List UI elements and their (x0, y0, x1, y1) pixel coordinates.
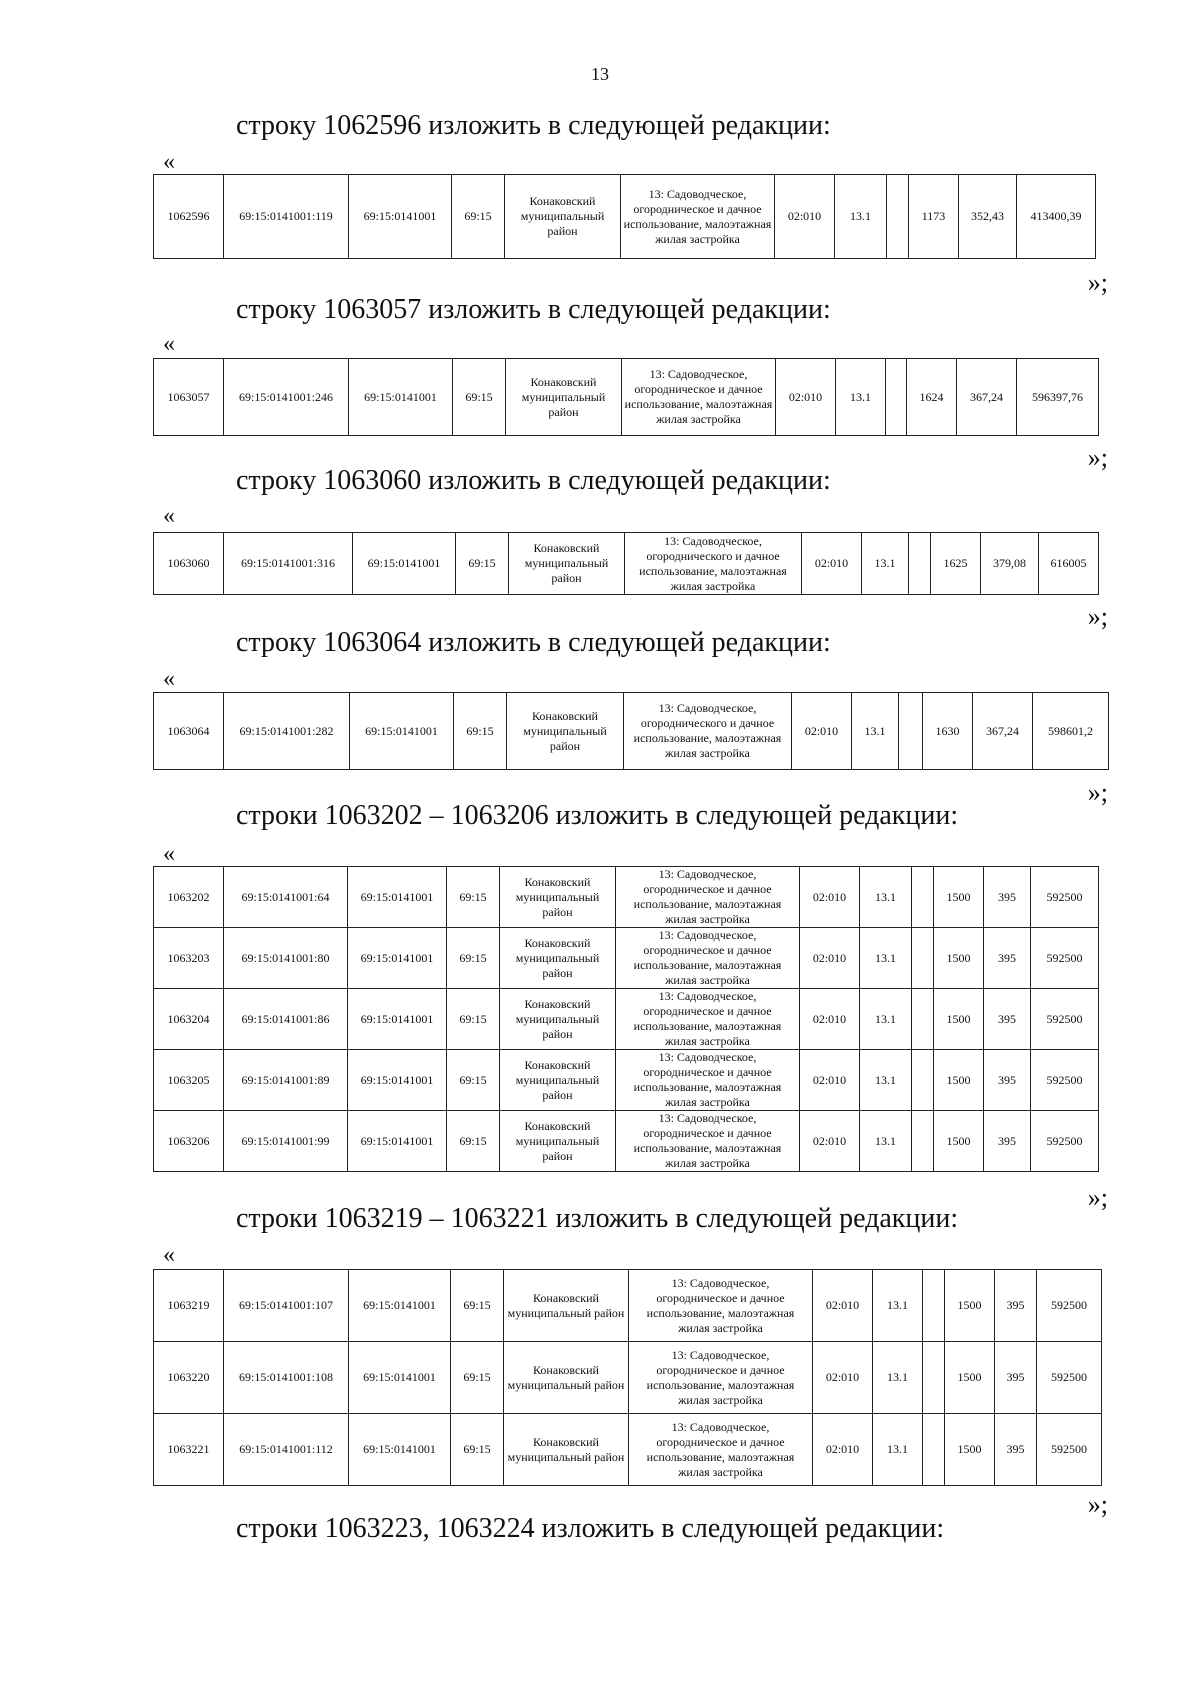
cell-cadastral-value: 616005 (1039, 533, 1099, 595)
cell-sub-code: 13.1 (860, 928, 912, 989)
table-row (154, 1414, 1102, 1486)
amendment-table (153, 1269, 1102, 1486)
cell-rate: 352,43 (959, 175, 1017, 259)
cell-cadastral-number: 69:15:0141001:107 (224, 1270, 349, 1342)
cell-sub-code: 13.1 (860, 989, 912, 1050)
cell-group-code: 02:010 (800, 989, 860, 1050)
amendment-table (153, 174, 1096, 259)
cell-area: 1500 (934, 989, 984, 1050)
cell-cadastral-value: 592500 (1031, 867, 1099, 928)
cell-sub-code: 13.1 (836, 359, 886, 436)
amendment-table (153, 532, 1099, 595)
cell-area: 1500 (934, 867, 984, 928)
cell-area: 1500 (945, 1270, 995, 1342)
cell-district-code: 69:15 (447, 867, 500, 928)
table-row (154, 1111, 1099, 1172)
cell-area: 1624 (907, 359, 957, 436)
cell-land-use-purpose: 13: Садоводческое, огородническое и дачное использование, малоэтажная жилая застройка (629, 1270, 813, 1342)
cell-rate: 395 (984, 1111, 1031, 1172)
cell-rate: 395 (984, 867, 1031, 928)
cell-area: 1630 (923, 693, 973, 770)
cell-group-code: 02:010 (800, 928, 860, 989)
cell-cadastral-quarter: 69:15:0141001 (348, 1050, 447, 1111)
cell-cadastral-quarter: 69:15:0141001 (348, 1111, 447, 1172)
cell-row-number: 1063202 (154, 867, 224, 928)
cell-land-use-purpose: 13: Садоводческое, огородническое и дачное использование, малоэтажная жилая застройка (616, 989, 800, 1050)
cell-group-code: 02:010 (775, 175, 835, 259)
cell-area: 1500 (945, 1342, 995, 1414)
cell-land-use-purpose: 13: Садоводческое, огороднического и дачное использование, малоэтажная жилая застройка (624, 693, 792, 770)
cell-group-code: 02:010 (813, 1342, 873, 1414)
cell-row-number: 1063219 (154, 1270, 224, 1342)
cell-district-code: 69:15 (452, 175, 505, 259)
cell-cadastral-number: 69:15:0141001:112 (224, 1414, 349, 1486)
cell-district-code: 69:15 (451, 1270, 504, 1342)
cell-empty-cell (923, 1342, 945, 1414)
page-number: 13 (591, 64, 609, 84)
close-quote: »; (1087, 778, 1108, 807)
cell-cadastral-quarter: 69:15:0141001 (348, 928, 447, 989)
cell-cadastral-quarter: 69:15:0141001 (349, 1342, 451, 1414)
cell-empty-cell (886, 359, 907, 436)
cell-cadastral-quarter: 69:15:0141001 (349, 359, 453, 436)
cell-group-code: 02:010 (802, 533, 862, 595)
cell-cadastral-value: 592500 (1037, 1414, 1102, 1486)
table-row (154, 928, 1099, 989)
cell-empty-cell (923, 1414, 945, 1486)
cell-municipality: Конаковский муниципальный район (500, 1050, 616, 1111)
cell-group-code: 02:010 (792, 693, 852, 770)
close-quote: »; (1087, 602, 1108, 631)
cell-cadastral-number: 69:15:0141001:119 (224, 175, 349, 259)
section-heading: строки 1063202 – 1063206 изложить в следующей редакции: (236, 800, 959, 831)
cell-empty-cell (912, 1050, 934, 1111)
cell-municipality: Конаковский муниципальный район (504, 1270, 629, 1342)
cell-land-use-purpose: 13: Садоводческое, огородническое и дачное использование, малоэтажная жилая застройка (616, 928, 800, 989)
open-quote: « (163, 149, 175, 175)
section-heading: строку 1063064 изложить в следующей редакции: (236, 627, 831, 658)
cell-cadastral-number: 69:15:0141001:86 (224, 989, 348, 1050)
cell-sub-code: 13.1 (852, 693, 899, 770)
cell-district-code: 69:15 (454, 693, 507, 770)
cell-district-code: 69:15 (447, 1050, 500, 1111)
cell-row-number: 1063064 (154, 693, 224, 770)
cell-cadastral-value: 596397,76 (1017, 359, 1099, 436)
cell-area: 1173 (909, 175, 959, 259)
section-heading: строку 1062596 изложить в следующей редакции: (236, 110, 831, 141)
cell-rate: 395 (984, 1050, 1031, 1111)
cell-sub-code: 13.1 (860, 867, 912, 928)
cell-cadastral-value: 592500 (1031, 989, 1099, 1050)
cell-cadastral-value: 592500 (1031, 1111, 1099, 1172)
cell-cadastral-value: 598601,2 (1033, 693, 1109, 770)
cell-sub-code: 13.1 (873, 1414, 923, 1486)
cell-area: 1500 (945, 1414, 995, 1486)
cell-cadastral-number: 69:15:0141001:99 (224, 1111, 348, 1172)
close-quote: »; (1087, 1490, 1108, 1519)
open-quote: « (163, 503, 175, 529)
cell-district-code: 69:15 (451, 1342, 504, 1414)
open-quote: « (163, 331, 175, 357)
table-row (154, 533, 1099, 595)
cell-row-number: 1063220 (154, 1342, 224, 1414)
cell-municipality: Конаковский муниципальный район (500, 989, 616, 1050)
cell-district-code: 69:15 (456, 533, 509, 595)
cell-group-code: 02:010 (800, 867, 860, 928)
table-row (154, 989, 1099, 1050)
cell-cadastral-number: 69:15:0141001:64 (224, 867, 348, 928)
section-heading: строки 1063223, 1063224 изложить в следующей редакции: (236, 1513, 945, 1544)
table-row (154, 1270, 1102, 1342)
cell-municipality: Конаковский муниципальный район (504, 1414, 629, 1486)
cell-group-code: 02:010 (813, 1270, 873, 1342)
cell-cadastral-number: 69:15:0141001:108 (224, 1342, 349, 1414)
cell-row-number: 1062596 (154, 175, 224, 259)
cell-cadastral-quarter: 69:15:0141001 (350, 693, 454, 770)
cell-cadastral-number: 69:15:0141001:246 (224, 359, 349, 436)
cell-sub-code: 13.1 (873, 1270, 923, 1342)
cell-cadastral-quarter: 69:15:0141001 (349, 1270, 451, 1342)
close-quote: »; (1087, 443, 1108, 472)
cell-cadastral-number: 69:15:0141001:316 (224, 533, 353, 595)
open-quote: « (163, 666, 175, 692)
cell-empty-cell (912, 989, 934, 1050)
section-heading: строки 1063219 – 1063221 изложить в следующей редакции: (236, 1203, 959, 1234)
cell-rate: 395 (995, 1342, 1037, 1414)
amendment-table (153, 866, 1099, 1172)
cell-cadastral-value: 592500 (1037, 1342, 1102, 1414)
cell-cadastral-quarter: 69:15:0141001 (348, 989, 447, 1050)
cell-cadastral-quarter: 69:15:0141001 (353, 533, 456, 595)
table-row (154, 359, 1099, 436)
cell-group-code: 02:010 (800, 1111, 860, 1172)
table-row (154, 175, 1096, 259)
open-quote: « (163, 841, 175, 867)
section-heading: строку 1063060 изложить в следующей редакции: (236, 465, 831, 496)
cell-area: 1625 (931, 533, 981, 595)
close-quote: »; (1087, 268, 1108, 297)
cell-cadastral-number: 69:15:0141001:282 (224, 693, 350, 770)
cell-district-code: 69:15 (447, 1111, 500, 1172)
table-row (154, 1342, 1102, 1414)
cell-empty-cell (923, 1270, 945, 1342)
cell-municipality: Конаковский муниципальный район (500, 1111, 616, 1172)
cell-empty-cell (887, 175, 909, 259)
cell-municipality: Конаковский муниципальный район (509, 533, 625, 595)
close-quote: »; (1087, 1183, 1108, 1212)
cell-group-code: 02:010 (813, 1414, 873, 1486)
amendment-table (153, 358, 1099, 436)
table-row (154, 867, 1099, 928)
cell-municipality: Конаковский муниципальный район (500, 867, 616, 928)
cell-district-code: 69:15 (453, 359, 506, 436)
cell-district-code: 69:15 (447, 928, 500, 989)
cell-sub-code: 13.1 (835, 175, 887, 259)
cell-cadastral-quarter: 69:15:0141001 (348, 867, 447, 928)
cell-sub-code: 13.1 (860, 1111, 912, 1172)
cell-row-number: 1063060 (154, 533, 224, 595)
cell-sub-code: 13.1 (860, 1050, 912, 1111)
cell-rate: 395 (984, 989, 1031, 1050)
cell-empty-cell (912, 928, 934, 989)
cell-empty-cell (909, 533, 931, 595)
cell-area: 1500 (934, 928, 984, 989)
cell-sub-code: 13.1 (862, 533, 909, 595)
cell-rate: 379,08 (981, 533, 1039, 595)
cell-land-use-purpose: 13: Садоводческое, огородническое и дачное использование, малоэтажная жилая застройка (621, 175, 775, 259)
cell-cadastral-number: 69:15:0141001:80 (224, 928, 348, 989)
cell-rate: 367,24 (957, 359, 1017, 436)
cell-land-use-purpose: 13: Садоводческое, огородническое и дачное использование, малоэтажная жилая застройка (622, 359, 776, 436)
cell-row-number: 1063203 (154, 928, 224, 989)
cell-district-code: 69:15 (447, 989, 500, 1050)
cell-municipality: Конаковский муниципальный район (507, 693, 624, 770)
cell-municipality: Конаковский муниципальный район (504, 1342, 629, 1414)
cell-municipality: Конаковский муниципальный район (500, 928, 616, 989)
cell-rate: 395 (995, 1414, 1037, 1486)
cell-land-use-purpose: 13: Садоводческое, огородническое и дачное использование, малоэтажная жилая застройка (616, 1111, 800, 1172)
cell-empty-cell (912, 867, 934, 928)
cell-cadastral-value: 592500 (1031, 1050, 1099, 1111)
table-row (154, 693, 1109, 770)
cell-row-number: 1063204 (154, 989, 224, 1050)
cell-land-use-purpose: 13: Садоводческое, огородническое и дачное использование, малоэтажная жилая застройка (629, 1342, 813, 1414)
amendment-table (153, 692, 1109, 770)
cell-land-use-purpose: 13: Садоводческое, огородническое и дачное использование, малоэтажная жилая застройка (616, 867, 800, 928)
cell-cadastral-number: 69:15:0141001:89 (224, 1050, 348, 1111)
cell-land-use-purpose: 13: Садоводческое, огородническое и дачное использование, малоэтажная жилая застройка (616, 1050, 800, 1111)
cell-cadastral-value: 592500 (1037, 1270, 1102, 1342)
cell-cadastral-value: 592500 (1031, 928, 1099, 989)
cell-municipality: Конаковский муниципальный район (505, 175, 621, 259)
cell-row-number: 1063057 (154, 359, 224, 436)
cell-district-code: 69:15 (451, 1414, 504, 1486)
cell-rate: 395 (984, 928, 1031, 989)
cell-land-use-purpose: 13: Садоводческое, огороднического и дачное использование, малоэтажная жилая застройка (625, 533, 802, 595)
cell-area: 1500 (934, 1111, 984, 1172)
cell-cadastral-value: 413400,39 (1017, 175, 1096, 259)
cell-cadastral-quarter: 69:15:0141001 (349, 1414, 451, 1486)
cell-sub-code: 13.1 (873, 1342, 923, 1414)
cell-land-use-purpose: 13: Садоводческое, огородническое и дачное использование, малоэтажная жилая застройка (629, 1414, 813, 1486)
cell-row-number: 1063221 (154, 1414, 224, 1486)
cell-group-code: 02:010 (776, 359, 836, 436)
table-row (154, 1050, 1099, 1111)
section-heading: строку 1063057 изложить в следующей редакции: (236, 294, 831, 325)
cell-rate: 367,24 (973, 693, 1033, 770)
cell-group-code: 02:010 (800, 1050, 860, 1111)
cell-empty-cell (912, 1111, 934, 1172)
cell-municipality: Конаковский муниципальный район (506, 359, 622, 436)
cell-rate: 395 (995, 1270, 1037, 1342)
open-quote: « (163, 1242, 175, 1268)
cell-row-number: 1063205 (154, 1050, 224, 1111)
cell-cadastral-quarter: 69:15:0141001 (349, 175, 452, 259)
cell-empty-cell (899, 693, 923, 770)
cell-row-number: 1063206 (154, 1111, 224, 1172)
cell-area: 1500 (934, 1050, 984, 1111)
